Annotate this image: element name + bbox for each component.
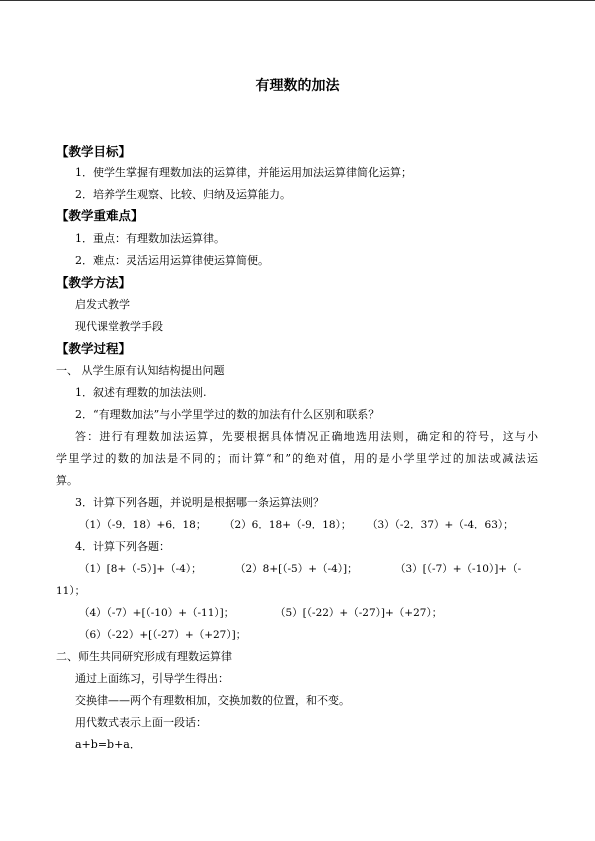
q4-item-5: （5）[（-22）+（-27）]+（+27）； bbox=[275, 607, 443, 619]
key-point-1: 1．重点：有理数加法运算律。 bbox=[75, 232, 225, 245]
q4-item-4: （4）（-7）+[（-10）+（-11）]； bbox=[79, 607, 235, 619]
part2-line-3: 用代数式表示上面一段话： bbox=[75, 716, 207, 729]
process-part1-title: 一、 从学生原有认知结构提出问题 bbox=[56, 364, 225, 377]
goal-item-1: 1．使学生掌握有理数加法的运算律，并能运用加法运算律简化运算； bbox=[75, 166, 412, 179]
q3-item-2: （2）6．18+（-9．18）； bbox=[224, 519, 352, 531]
section-heading-process: 【教学过程】 bbox=[56, 341, 132, 356]
method-item-2: 现代课堂教学手段 bbox=[75, 320, 163, 333]
answer-line-3: 算。 bbox=[56, 474, 78, 487]
part2-line-2: 交换律——两个有理数相加，交换加数的位置，和不变。 bbox=[75, 694, 350, 707]
part2-line-1: 通过上面练习，引导学生得出： bbox=[75, 672, 229, 685]
document-title: 有理数的加法 bbox=[255, 78, 340, 94]
question-1: 1．叙述有理数的加法法则. bbox=[75, 386, 207, 399]
process-part2-title: 二、师生共同研究形成有理数运算律 bbox=[56, 650, 232, 663]
key-point-2: 2．难点：灵活运用运算律使运算简便。 bbox=[75, 254, 269, 267]
page-top-rule bbox=[0, 0, 595, 1]
section-heading-methods: 【教学方法】 bbox=[56, 275, 132, 290]
part2-line-4: a+b=b+a． bbox=[75, 738, 141, 751]
q4-item-3-wrap: 11）； bbox=[56, 585, 86, 597]
q3-item-3: （3）（-2．37）+（-4．63）； bbox=[367, 519, 514, 531]
answer-line-2: 学里学过的数的加法是不同的；而计算“和”的绝对值，用的是小学里学过的加法或减法运 bbox=[56, 452, 538, 465]
q4-item-6: （6）（-22）+[（-27）+（+27）]； bbox=[79, 629, 247, 641]
question-3: 3．计算下列各题，并说明是根据哪一条运算法则？ bbox=[75, 496, 324, 509]
method-item-1: 启发式教学 bbox=[75, 298, 130, 311]
q4-item-2: （2）8+[（-5）+（-4）]； bbox=[235, 563, 358, 575]
question-4: 4．计算下列各题： bbox=[75, 540, 170, 553]
section-heading-key-points: 【教学重难点】 bbox=[56, 208, 144, 223]
q4-item-1: （1）[8+（-5）]+（-4）； bbox=[79, 563, 202, 575]
answer-line-1: 答：进行有理数加法运算，先要根据具体情况正确地选用法则，确定和的符号，这与小 bbox=[75, 430, 538, 443]
q4-item-3: （3）[（-7）+（-10）]+（- bbox=[395, 563, 522, 575]
goal-item-2: 2．培养学生观察、比较、归纳及运算能力。 bbox=[75, 188, 291, 201]
q3-item-1: （1）（-9．18）+6．18； bbox=[79, 519, 207, 531]
question-2: 2．“有理数加法”与小学里学过的数的加法有什么区别和联系？ bbox=[75, 408, 380, 421]
section-heading-goals: 【教学目标】 bbox=[56, 144, 132, 159]
